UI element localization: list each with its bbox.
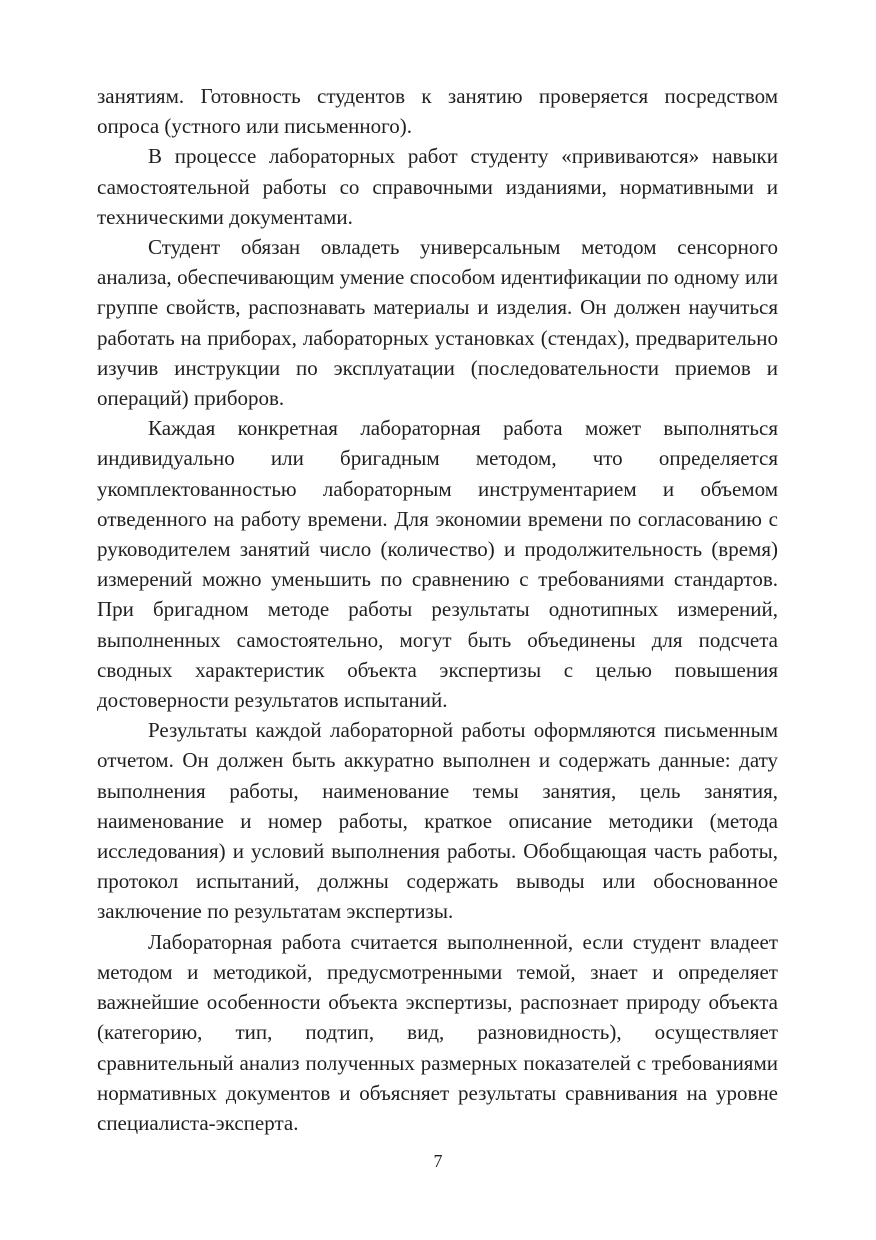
paragraph-completion-criteria: Лабораторная работа считается выполненной, если студент владеет методом и методикой, предусмотренными темой, знает и определяет важнейшие особенности объекта экспертизы, распознает природу объекта (категорию, тип, подтип, вид, разновидность), осуществляет сравнительный анализ полученных размерных показателей с требованиями нормативных документов и объясняет результаты сравнивания на уровне специалиста-эксперта. xyxy=(97,929,778,1135)
paragraph-reference-skills: В процессе лабораторных работ студенту «прививаются» навыки самостоятельной работы со справочными изданиями, нормативными и техническими документами. xyxy=(97,144,778,229)
paragraph-continuation: занятиям. Готовность студентов к занятию проверяется посредством опроса (устного или письменного). xyxy=(97,84,778,139)
page-body xyxy=(97,81,778,1138)
paragraph-sensory-analysis: Студент обязан овладеть универсальным методом сенсорного анализа, обеспечивающим умение способом идентификации по одному или группе свойств, распознавать материалы и изделия. Он должен научиться работать на приборах, лабораторных установках (стендах), предварительно изучив инструкции по эксплуатации (последовательности приемов и операций) приборов. xyxy=(97,235,778,411)
page-number: 7 xyxy=(433,1151,443,1171)
paragraph-team-method: Каждая конкретная лабораторная работа может выполняться индивидуально или бригадным методом, что определяется укомплектованностью лабораторным инструментарием и объемом отведенного на работу времени. Для экономии времени по согласованию с руководителем занятий число (количество) и продолжительность (время) измерений можно уменьшить по сравнению с требованиями стандартов. При бригадном методе работы результаты однотипных измерений, выполненных самостоятельно, могут быть объединены для подсчета сводных характеристик объекта экспертизы с целью повышения достоверности результатов испытаний. xyxy=(97,416,778,713)
paragraph-written-report: Результаты каждой лабораторной работы оформляются письменным отчетом. Он должен быть аккуратно выполнен и содержать данные: дату выполнения работы, наименование темы занятия, цель занятия, наименование и номер работы, краткое описание методики (метода исследования) и условий выполнения работы. Обобщающая часть работы, протокол испытаний, должны содержать выводы или обоснованное заключение по результатам экспертизы. xyxy=(97,718,778,924)
